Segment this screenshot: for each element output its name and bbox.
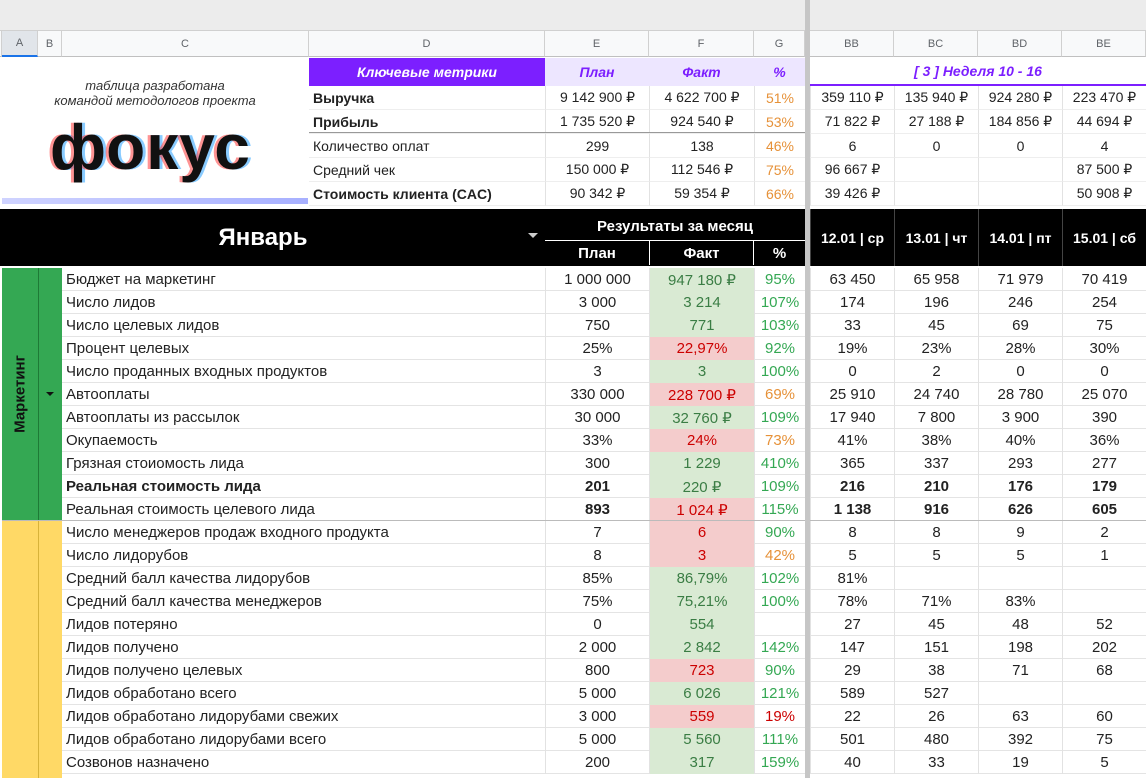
metric-pct: 75% [754,158,805,182]
row-pct: 42% [754,544,805,567]
row-week-value: 0 [978,360,1062,383]
metric-week-value [894,182,978,206]
sales-section-bar [2,521,62,778]
row-label: Число менеджеров продаж входного продукта [66,524,389,541]
row-week-value: 40 [810,751,894,774]
row-plan: 85% [545,567,649,590]
row-pct: 92% [754,337,805,360]
row-week-value: 78% [810,590,894,613]
month-plan-header: План [578,244,616,262]
row-pct: 103% [754,314,805,337]
row-label: Лидов получено [66,639,179,656]
metric-week-value [978,158,1062,182]
row-fact[interactable]: 32 760 ₽ [649,406,754,429]
row-week-value: 41% [810,429,894,452]
logo-caption-1: таблица разработана [85,78,225,93]
row-fact[interactable]: 947 180 ₽ [649,268,754,291]
row-label: Реальная стоимость лида [66,478,261,495]
row-fact[interactable]: 1 024 ₽ [649,498,754,521]
row-label: Число лидов [66,294,156,311]
row-week-value: 24 740 [894,383,978,406]
row-week-value: 1 138 [810,498,894,521]
row-week-value: 48 [978,613,1062,636]
row-week-value: 7 800 [894,406,978,429]
row-fact[interactable]: 317 [649,751,754,774]
row-label: Автооплаты из рассылок [66,409,240,426]
row-week-value: 75 [1062,314,1146,337]
row-week-value: 71% [894,590,978,613]
metric-pct: 46% [754,134,805,158]
row-week-value: 83% [978,590,1062,613]
marketing-group-divider [38,268,39,520]
day-header: 12.01 | ср [810,209,894,266]
column-header-c[interactable]: C [62,31,309,57]
row-week-value: 71 979 [978,268,1062,291]
metric-pct: 51% [754,86,805,110]
metric-week-value: 924 280 ₽ [978,86,1062,110]
row-pct [754,613,805,636]
column-header-a[interactable]: A [2,31,38,57]
metrics-pct-header: % [754,58,805,86]
row-week-value: 501 [810,728,894,751]
row-week-value: 1 [1062,544,1146,567]
row-week-value: 33 [894,751,978,774]
row-week-value: 390 [1062,406,1146,429]
row-fact[interactable]: 6 [649,521,754,544]
row-week-value: 176 [978,475,1062,498]
metric-week-value: 50 908 ₽ [1062,182,1146,206]
row-week-value: 45 [894,613,978,636]
row-label: Лидов получено целевых [66,662,243,679]
marketing-section-label: Маркетинг [11,355,29,433]
row-label: Число целевых лидов [66,317,220,334]
row-week-value: 0 [1062,360,1146,383]
toolbar-strip [0,0,1146,31]
row-week-value: 63 450 [810,268,894,291]
row-week-value: 589 [810,682,894,705]
row-plan: 0 [545,613,649,636]
metric-week-value: 184 856 ₽ [978,110,1062,134]
row-pct: 73% [754,429,805,452]
metric-week-value: 39 426 ₽ [810,182,894,206]
month-pct-header: % [772,244,787,262]
row-week-value: 246 [978,291,1062,314]
row-fact[interactable]: 6 026 [649,682,754,705]
row-fact[interactable]: 86,79% [649,567,754,590]
metric-plan: 90 342 ₽ [545,182,649,206]
day-header: 14.01 | пт [978,209,1062,266]
row-pct: 410% [754,452,805,475]
row-week-value: 151 [894,636,978,659]
row-plan: 33% [545,429,649,452]
metric-week-value: 223 470 ₽ [1062,86,1146,110]
metric-week-value [978,182,1062,206]
row-week-value: 337 [894,452,978,475]
row-week-value [1062,682,1146,705]
metric-fact: 924 540 ₽ [649,110,754,134]
row-plan: 5 000 [545,728,649,751]
row-pct: 90% [754,521,805,544]
metric-week-value [894,158,978,182]
row-week-value [978,567,1062,590]
row-week-value: 29 [810,659,894,682]
row-pct: 19% [754,705,805,728]
week-title: [ 3 ] Неделя 10 - 16 [810,58,1146,86]
column-header-bb[interactable]: BB [810,31,894,57]
row-label: Грязная стоиомость лида [66,455,244,472]
row-week-value: 40% [978,429,1062,452]
metric-label: Количество оплат [309,134,545,158]
row-week-value: 198 [978,636,1062,659]
logo-block [2,58,308,206]
metric-week-value: 27 188 ₽ [894,110,978,134]
month-dropdown-icon[interactable] [528,233,538,238]
metric-week-value: 135 940 ₽ [894,86,978,110]
row-pct: 107% [754,291,805,314]
metric-fact: 59 354 ₽ [649,182,754,206]
row-pct: 100% [754,360,805,383]
row-plan: 3 000 [545,705,649,728]
row-week-value: 30% [1062,337,1146,360]
row-fact[interactable]: 22,97% [649,337,754,360]
results-header: Результаты за месяц [597,217,753,235]
section-divider [2,520,1146,521]
row-week-value: 527 [894,682,978,705]
row-week-value: 33 [810,314,894,337]
row-week-value: 254 [1062,291,1146,314]
row-week-value: 28 780 [978,383,1062,406]
row-week-value: 65 958 [894,268,978,291]
row-plan: 750 [545,314,649,337]
row-week-value: 19% [810,337,894,360]
row-week-value: 5 [894,544,978,567]
row-week-value: 365 [810,452,894,475]
row-week-value: 8 [810,521,894,544]
row-fact[interactable]: 228 700 ₽ [649,383,754,406]
row-week-value: 196 [894,291,978,314]
day-header: 15.01 | сб [1062,209,1146,266]
row-week-value: 36% [1062,429,1146,452]
metric-week-value: 6 [810,134,894,158]
row-week-value: 5 [810,544,894,567]
metric-label: Выручка [309,86,545,110]
row-week-value: 38% [894,429,978,452]
row-plan: 8 [545,544,649,567]
row-week-value: 174 [810,291,894,314]
row-label: Средний балл качества менеджеров [66,593,322,610]
row-fact[interactable]: 723 [649,659,754,682]
row-week-value: 25 910 [810,383,894,406]
day-header: 13.01 | чт [894,209,978,266]
metric-label: Стоимость клиента (CAC) [309,182,545,206]
row-pct: 95% [754,268,805,291]
metric-label: Средний чек [309,158,545,182]
metric-week-value: 87 500 ₽ [1062,158,1146,182]
row-pct: 121% [754,682,805,705]
row-fact[interactable]: 3 [649,360,754,383]
metric-pct: 66% [754,182,805,206]
marketing-collapse-icon[interactable] [46,392,54,396]
row-label: Лидов потеряно [66,616,178,633]
row-fact[interactable]: 3 214 [649,291,754,314]
row-week-value: 25 070 [1062,383,1146,406]
logo-wordmark: фокус [50,111,251,183]
row-week-value: 3 900 [978,406,1062,429]
metrics-title: Ключевые метрики [309,58,545,86]
row-plan: 800 [545,659,649,682]
month-title[interactable]: Январь [218,223,308,251]
row-label: Бюджет на маркетинг [66,271,216,288]
row-week-value: 2 [1062,521,1146,544]
row-fact[interactable]: 554 [649,613,754,636]
row-plan: 3 000 [545,291,649,314]
row-week-value: 916 [894,498,978,521]
row-week-value: 60 [1062,705,1146,728]
column-header-f[interactable]: F [649,31,754,57]
row-plan: 5 000 [545,682,649,705]
row-week-value: 52 [1062,613,1146,636]
row-week-value [1062,567,1146,590]
row-week-value: 45 [894,314,978,337]
logo-underline [2,198,308,204]
column-header-bc[interactable]: BC [894,31,978,57]
row-week-value: 147 [810,636,894,659]
row-fact[interactable]: 75,21% [649,590,754,613]
row-week-value: 17 940 [810,406,894,429]
row-week-value: 605 [1062,498,1146,521]
metrics-fact-header: Факт [649,58,754,86]
metric-pct: 53% [754,110,805,134]
metric-fact: 4 622 700 ₽ [649,86,754,110]
column-header-bd[interactable]: BD [978,31,1062,57]
row-week-value: 68 [1062,659,1146,682]
row-week-value: 5 [978,544,1062,567]
row-week-value: 480 [894,728,978,751]
row-week-value: 277 [1062,452,1146,475]
metric-week-value: 0 [894,134,978,158]
metric-week-value: 44 694 ₽ [1062,110,1146,134]
row-label: Число лидорубов [66,547,189,564]
row-plan: 7 [545,521,649,544]
row-label: Окупаемость [66,432,158,449]
column-header-b[interactable]: B [38,31,62,57]
row-label: Средний балл качества лидорубов [66,570,311,587]
row-week-value: 38 [894,659,978,682]
row-fact[interactable]: 24% [649,429,754,452]
row-week-value: 293 [978,452,1062,475]
column-header-g[interactable]: G [754,31,805,57]
row-week-value [1062,590,1146,613]
row-pct: 90% [754,659,805,682]
row-week-value: 19 [978,751,1062,774]
row-plan: 25% [545,337,649,360]
row-label: Лидов обработано всего [66,685,237,702]
row-label: Процент целевых [66,340,190,357]
row-week-value: 179 [1062,475,1146,498]
row-label: Реальная стоимость целевого лида [66,501,315,518]
row-pct: 111% [754,728,805,751]
column-header-be[interactable]: BE [1062,31,1146,57]
row-plan: 200 [545,751,649,774]
row-week-value: 392 [978,728,1062,751]
row-fact[interactable]: 559 [649,705,754,728]
metric-week-value: 96 667 ₽ [810,158,894,182]
metric-plan: 1 735 520 ₽ [545,110,649,134]
row-pct: 100% [754,590,805,613]
row-fact[interactable]: 771 [649,314,754,337]
row-fact[interactable]: 1 229 [649,452,754,475]
row-week-value: 26 [894,705,978,728]
column-header-d[interactable]: D [309,31,545,57]
row-plan: 300 [545,452,649,475]
row-pct: 69% [754,383,805,406]
row-plan: 1 000 000 [545,268,649,291]
metrics-plan-header: План [545,58,649,86]
row-week-value: 5 [1062,751,1146,774]
row-week-value: 22 [810,705,894,728]
row-fact[interactable]: 5 560 [649,728,754,751]
column-header-e[interactable]: E [545,31,649,57]
corner-cell[interactable] [0,31,2,57]
row-label: Число проданных входных продуктов [66,363,328,380]
metric-label: Прибыль [309,110,545,134]
row-pct: 115% [754,498,805,521]
row-week-value: 2 [894,360,978,383]
row-pct: 102% [754,567,805,590]
metric-fact: 138 [649,134,754,158]
row-pct: 142% [754,636,805,659]
logo-caption-2: командой методологов проекта [54,93,256,108]
row-week-value: 81% [810,567,894,590]
row-week-value: 63 [978,705,1062,728]
row-week-value: 216 [810,475,894,498]
row-week-value: 202 [1062,636,1146,659]
month-fact-header: Факт [649,241,754,265]
metric-week-value: 359 110 ₽ [810,86,894,110]
row-pct: 109% [754,406,805,429]
row-week-value: 28% [978,337,1062,360]
metric-plan: 150 000 ₽ [545,158,649,182]
row-plan: 3 [545,360,649,383]
metric-week-value: 0 [978,134,1062,158]
row-week-value: 626 [978,498,1062,521]
row-plan: 2 000 [545,636,649,659]
row-plan: 75% [545,590,649,613]
row-week-value: 9 [978,521,1062,544]
row-label: Лидов обработано лидорубами свежих [66,708,339,725]
row-week-value: 210 [894,475,978,498]
row-pct: 159% [754,751,805,774]
metric-plan: 299 [545,134,649,158]
row-week-value [978,682,1062,705]
row-week-value: 71 [978,659,1062,682]
row-fact[interactable]: 2 842 [649,636,754,659]
row-fact[interactable]: 3 [649,544,754,567]
metric-week-value: 4 [1062,134,1146,158]
row-week-value: 69 [978,314,1062,337]
frozen-divider[interactable] [805,0,810,778]
row-week-value: 75 [1062,728,1146,751]
row-fact[interactable]: 220 ₽ [649,475,754,498]
row-plan: 30 000 [545,406,649,429]
row-week-value: 8 [894,521,978,544]
row-week-value: 70 419 [1062,268,1146,291]
row-label: Созвонов назначено [66,754,210,771]
metric-week-value: 71 822 ₽ [810,110,894,134]
row-label: Лидов обработано лидорубами всего [66,731,327,748]
sales-group-divider [38,521,39,778]
metric-plan: 9 142 900 ₽ [545,86,649,110]
metric-fact: 112 546 ₽ [649,158,754,182]
row-plan: 330 000 [545,383,649,406]
row-week-value: 23% [894,337,978,360]
row-label: Автооплаты [66,386,150,403]
metrics-divider [309,132,805,133]
row-pct: 109% [754,475,805,498]
row-week-value: 0 [810,360,894,383]
row-plan: 201 [545,475,649,498]
row-week-value [894,567,978,590]
row-week-value: 27 [810,613,894,636]
row-plan: 893 [545,498,649,521]
